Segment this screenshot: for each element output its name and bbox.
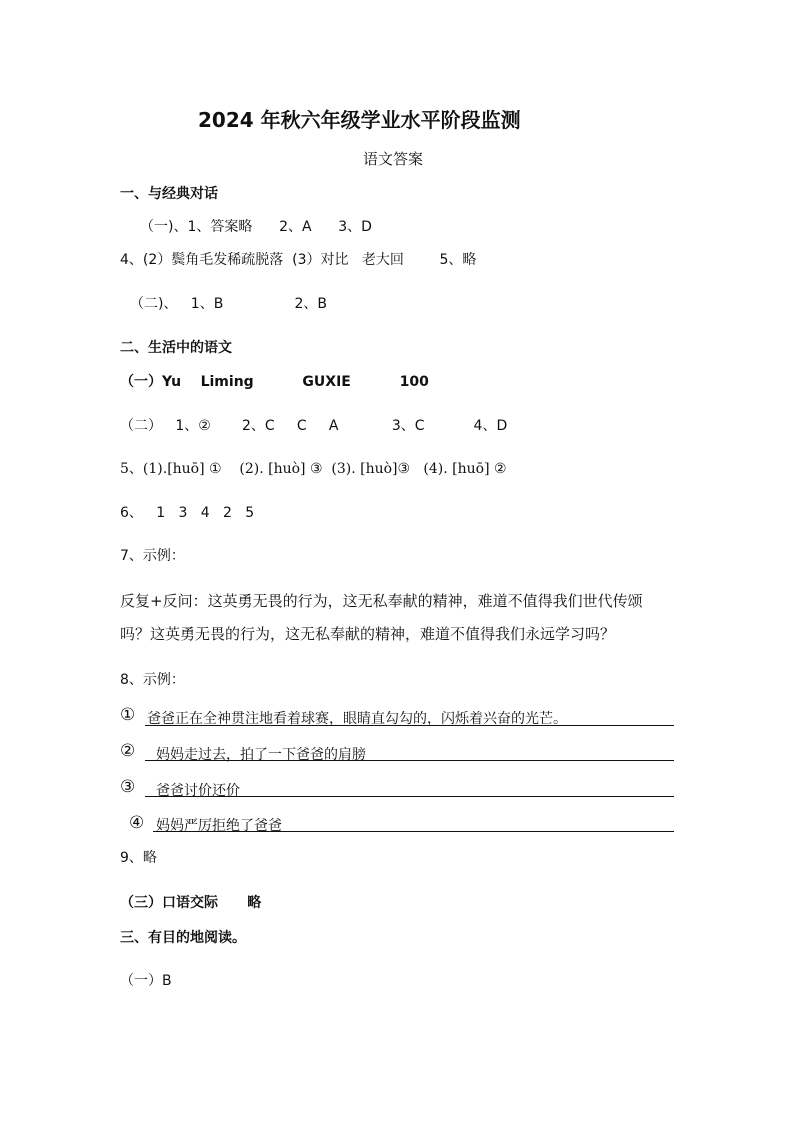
example-7-line-a: 反复+反问：这英勇无畏的行为，这无私奉献的精神，难道不值得我们世代传颂 — [120, 592, 643, 610]
sec1-line-3: （二)、 1、B 2、B — [130, 296, 328, 312]
example-7-line-b: 吗？这英勇无畏的行为，这无私奉献的精神，难道不值得我们永远学习吗？ — [120, 625, 616, 643]
circled-number: ① — [120, 705, 136, 725]
circled-number: ③ — [120, 777, 136, 797]
answer-text: 爸爸正在全神贯注地看着球赛，眼睛直勾勾的，闪烁着兴奋的光芒。 — [147, 711, 567, 727]
section-2-heading: 二、生活中的语文 — [120, 340, 232, 356]
answer-text: 妈妈走过去，拍了一下爸爸的肩膀 — [156, 747, 366, 763]
sec1-line-1: （一)、1、答案略 2、A 3、D — [140, 219, 372, 235]
answer-underline — [153, 831, 674, 832]
sec2-line-5: 7、示例： — [120, 548, 185, 564]
oral-communication-line: （三）口语交际 略 — [120, 895, 262, 911]
sec2-line-9: 9、略 — [120, 850, 157, 866]
circled-number: ④ — [129, 813, 145, 833]
circled-number: ② — [120, 741, 136, 761]
section-1-heading: 一、与经典对话 — [120, 186, 218, 202]
page-subtitle: 语文答案 — [363, 150, 424, 168]
page-title: 2024 年秋六年级学业水平阶段监测 — [198, 108, 521, 132]
sec1-line-2: 4、(2）鬓角毛发稀疏脱落 (3）对比 老大回 5、略 — [120, 252, 477, 268]
section-3-heading: 三、有目的地阅读。 — [120, 930, 246, 946]
answer-underline — [145, 725, 674, 726]
sec2-line-2: （二） 1、② 2、C C A 3、C 4、D — [120, 418, 508, 434]
sec2-line-1: （一）Yu Liming GUXIE 100 — [120, 374, 429, 390]
sec3-line-1: （一）B — [120, 973, 172, 989]
answer-underline — [145, 760, 674, 761]
sec2-line-4: 6、 1 3 4 2 5 — [120, 505, 255, 521]
answer-text: 爸爸讨价还价 — [156, 783, 240, 799]
answer-underline — [145, 796, 674, 797]
sec2-line-3: 5、(1).[huō] ① (2). [huò] ③ (3). [huò]③ (4). [huō] ② — [120, 461, 507, 477]
sec2-line-8: 8、示例： — [120, 672, 185, 688]
answer-text: 妈妈严厉拒绝了爸爸 — [156, 818, 282, 834]
